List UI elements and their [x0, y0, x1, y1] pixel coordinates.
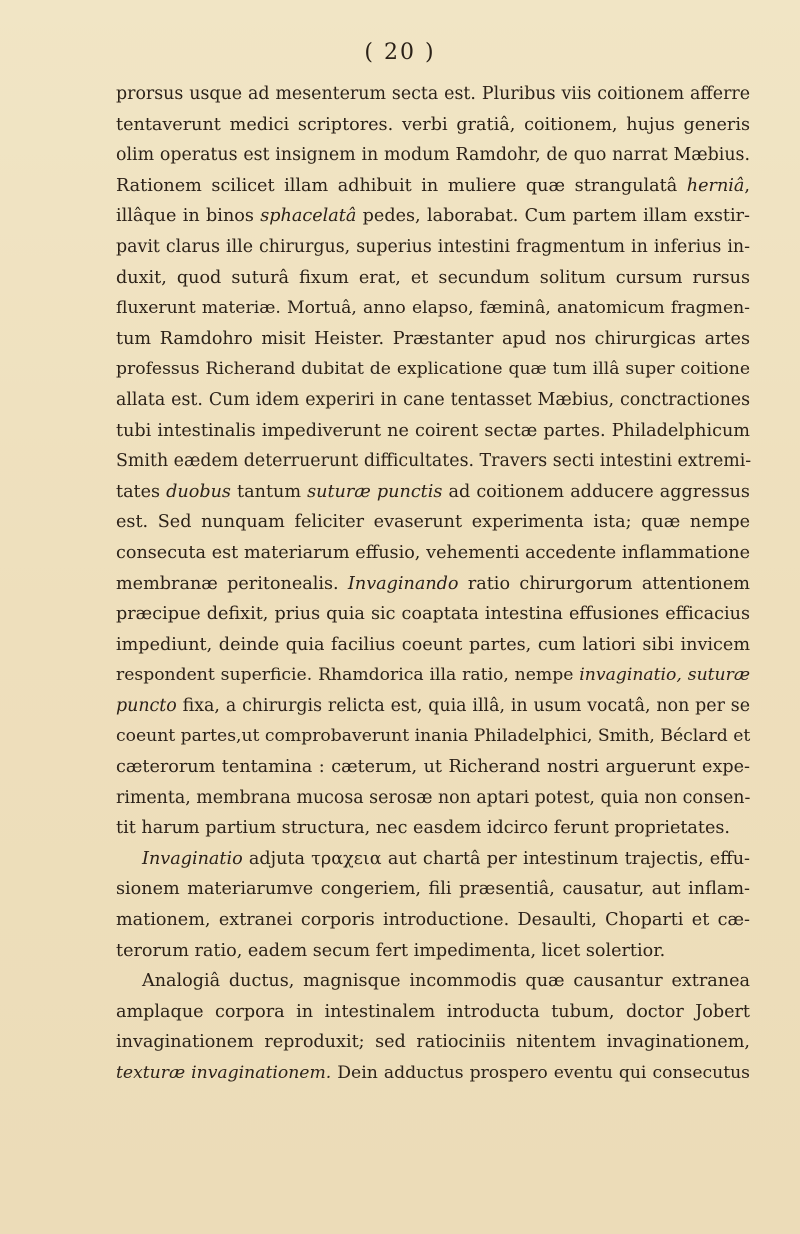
text-line: [116, 354, 750, 385]
text-line: [116, 79, 750, 110]
text-line: [116, 721, 750, 752]
italic-phrase: sphacelatâ: [260, 206, 357, 227]
text-line: [116, 446, 750, 477]
text-segment: tubi intestinalis impediverunt ne coirent sectæ partes. Philadelphicum: [116, 420, 750, 441]
text-line: [116, 844, 750, 875]
text-segment: olim operatus est insignem in modum Ramdohr, de quo narrat Mæbius.: [116, 145, 750, 166]
text-segment: tates: [116, 481, 167, 502]
text-segment: præcipue defixit, prius quia sic coaptata intestina effusiones efficacius: [116, 604, 750, 625]
text-segment: duxit, quod suturâ fixum erat, et secundum solitum cursum rursus: [116, 267, 750, 288]
text-line: [116, 1027, 750, 1058]
text-line: [116, 660, 750, 691]
text-line: [116, 905, 750, 936]
text-line: [116, 385, 750, 416]
text-line: [116, 171, 750, 202]
text-segment: membranæ peritonealis.: [116, 573, 348, 594]
text-line: [116, 569, 750, 600]
text-segment: rimenta, membrana mucosa serosæ non aptari potest, quia non consen-: [116, 787, 751, 808]
text-segment: adjuta τραχεια aut chartâ per intestinum trajectis, effu-: [242, 848, 750, 869]
text-line: [116, 416, 750, 447]
text-line: [116, 293, 750, 324]
text-segment: terorum ratio, eadem secum fert impedimenta, licet solertior.: [116, 940, 666, 961]
text-segment: tantum: [230, 481, 308, 502]
italic-phrase: Invaginando: [347, 573, 459, 594]
text-line: [116, 936, 750, 967]
text-line: [116, 874, 750, 905]
text-segment: ad coitionem adducere aggressus: [442, 481, 750, 502]
text-line: [116, 201, 750, 232]
text-segment: cæterorum tentamina : cæterum, ut Richerand nostri arguerunt expe-: [116, 757, 750, 778]
italic-phrase: texturæ invaginationem.: [116, 1063, 332, 1083]
text-segment: prorsus usque ad mesenterum secta est. Pluribus viis coitionem afferre: [116, 84, 750, 104]
text-line: [116, 813, 750, 844]
text-segment: Smith eædem deterruerunt difficultates. Travers secti intestini extremi-: [116, 451, 752, 472]
text-segment: ratio chirurgorum attentionem: [458, 573, 750, 594]
text-segment: invaginationem reproduxit; sed ratiociniis nitentem invaginationem,: [116, 1032, 750, 1053]
text-segment: mationem, extranei corporis introductione. Desaulti, Choparti et cæ-: [116, 910, 750, 931]
text-segment: fluxerunt materiæ. Mortuâ, anno elapso, fæminâ, anatomicum fragmen-: [116, 298, 750, 319]
text-segment: pavit clarus ille chirurgus, superius intestini fragmentum in inferius in-: [116, 236, 750, 257]
text-segment: pedes, laborabat. Cum partem illam exstir-: [356, 206, 750, 227]
text-segment: respondent superficie. Rhamdorica illa ratio, nempe: [116, 665, 580, 686]
text-segment: sionem materiarumve congeriem, fili præsentiâ, causatur, aut inflam-: [116, 879, 750, 900]
italic-phrase: puncto: [116, 695, 177, 716]
text-segment: Analogiâ ductus, magnisque incommodis quæ causantur extranea: [142, 971, 750, 992]
text-line: [116, 538, 750, 569]
text-line: [116, 691, 750, 722]
text-line: [116, 1058, 750, 1089]
text-line: [116, 324, 750, 355]
text-segment: amplaque corpora in intestinalem introducta tubum, doctor Jobert: [116, 1001, 750, 1022]
text-segment: tentaverunt medici scriptores. verbi gratiâ, coitionem, hujus generis: [116, 114, 750, 135]
text-line: [116, 477, 750, 508]
italic-phrase: Invaginatio: [142, 848, 243, 869]
italic-phrase: duobus: [166, 481, 231, 502]
text-segment: est. Sed nunquam feliciter evaserunt experimenta ista; quæ nempe: [116, 512, 750, 533]
text-segment: consecuta est materiarum effusio, vehementi accedente inflammatione: [116, 542, 750, 563]
text-line: [116, 783, 750, 814]
text-segment: Dein adductus prospero eventu qui consecutus: [331, 1063, 750, 1083]
body-text: [116, 79, 750, 1089]
text-line: [116, 966, 750, 997]
text-segment: coeunt partes,ut comprobaverunt inania Philadelphici, Smith, Béclard et: [116, 726, 751, 747]
text-segment: illâque in binos: [116, 206, 261, 227]
text-segment: ,: [744, 175, 750, 196]
text-line: [116, 599, 750, 630]
text-segment: professus Richerand dubitat de explicatione quæ tum illâ super coitione: [116, 359, 750, 380]
text-line: [116, 997, 750, 1028]
text-segment: tit harum partium structura, nec easdem idcirco ferunt proprietates.: [116, 818, 731, 839]
text-line: [116, 630, 750, 661]
text-line: [116, 752, 750, 783]
text-line: [116, 110, 750, 141]
text-segment: Rationem scilicet illam adhibuit in muliere quæ strangulatâ: [116, 175, 687, 196]
text-segment: impediunt, deinde quia facilius coeunt partes, cum latiori sibi invicem: [116, 634, 750, 655]
italic-phrase: invaginatio, suturæ: [579, 665, 750, 686]
text-segment: fixa, a chirurgis relicta est, quia illâ, in usum vocatâ, non per se: [176, 695, 750, 716]
text-segment: tum Ramdohro misit Heister. Præstanter apud nos chirurgicas artes: [116, 328, 750, 349]
text-line: [116, 507, 750, 538]
text-line: [116, 140, 750, 171]
italic-phrase: herniâ: [686, 175, 745, 196]
text-segment: allata est. Cum idem experiri in cane tentasset Mæbius, conctractiones: [116, 389, 750, 410]
page-number: ( 20 ): [364, 40, 436, 65]
italic-phrase: suturæ punctis: [307, 481, 443, 502]
text-line: [116, 232, 750, 263]
text-line: [116, 263, 750, 294]
